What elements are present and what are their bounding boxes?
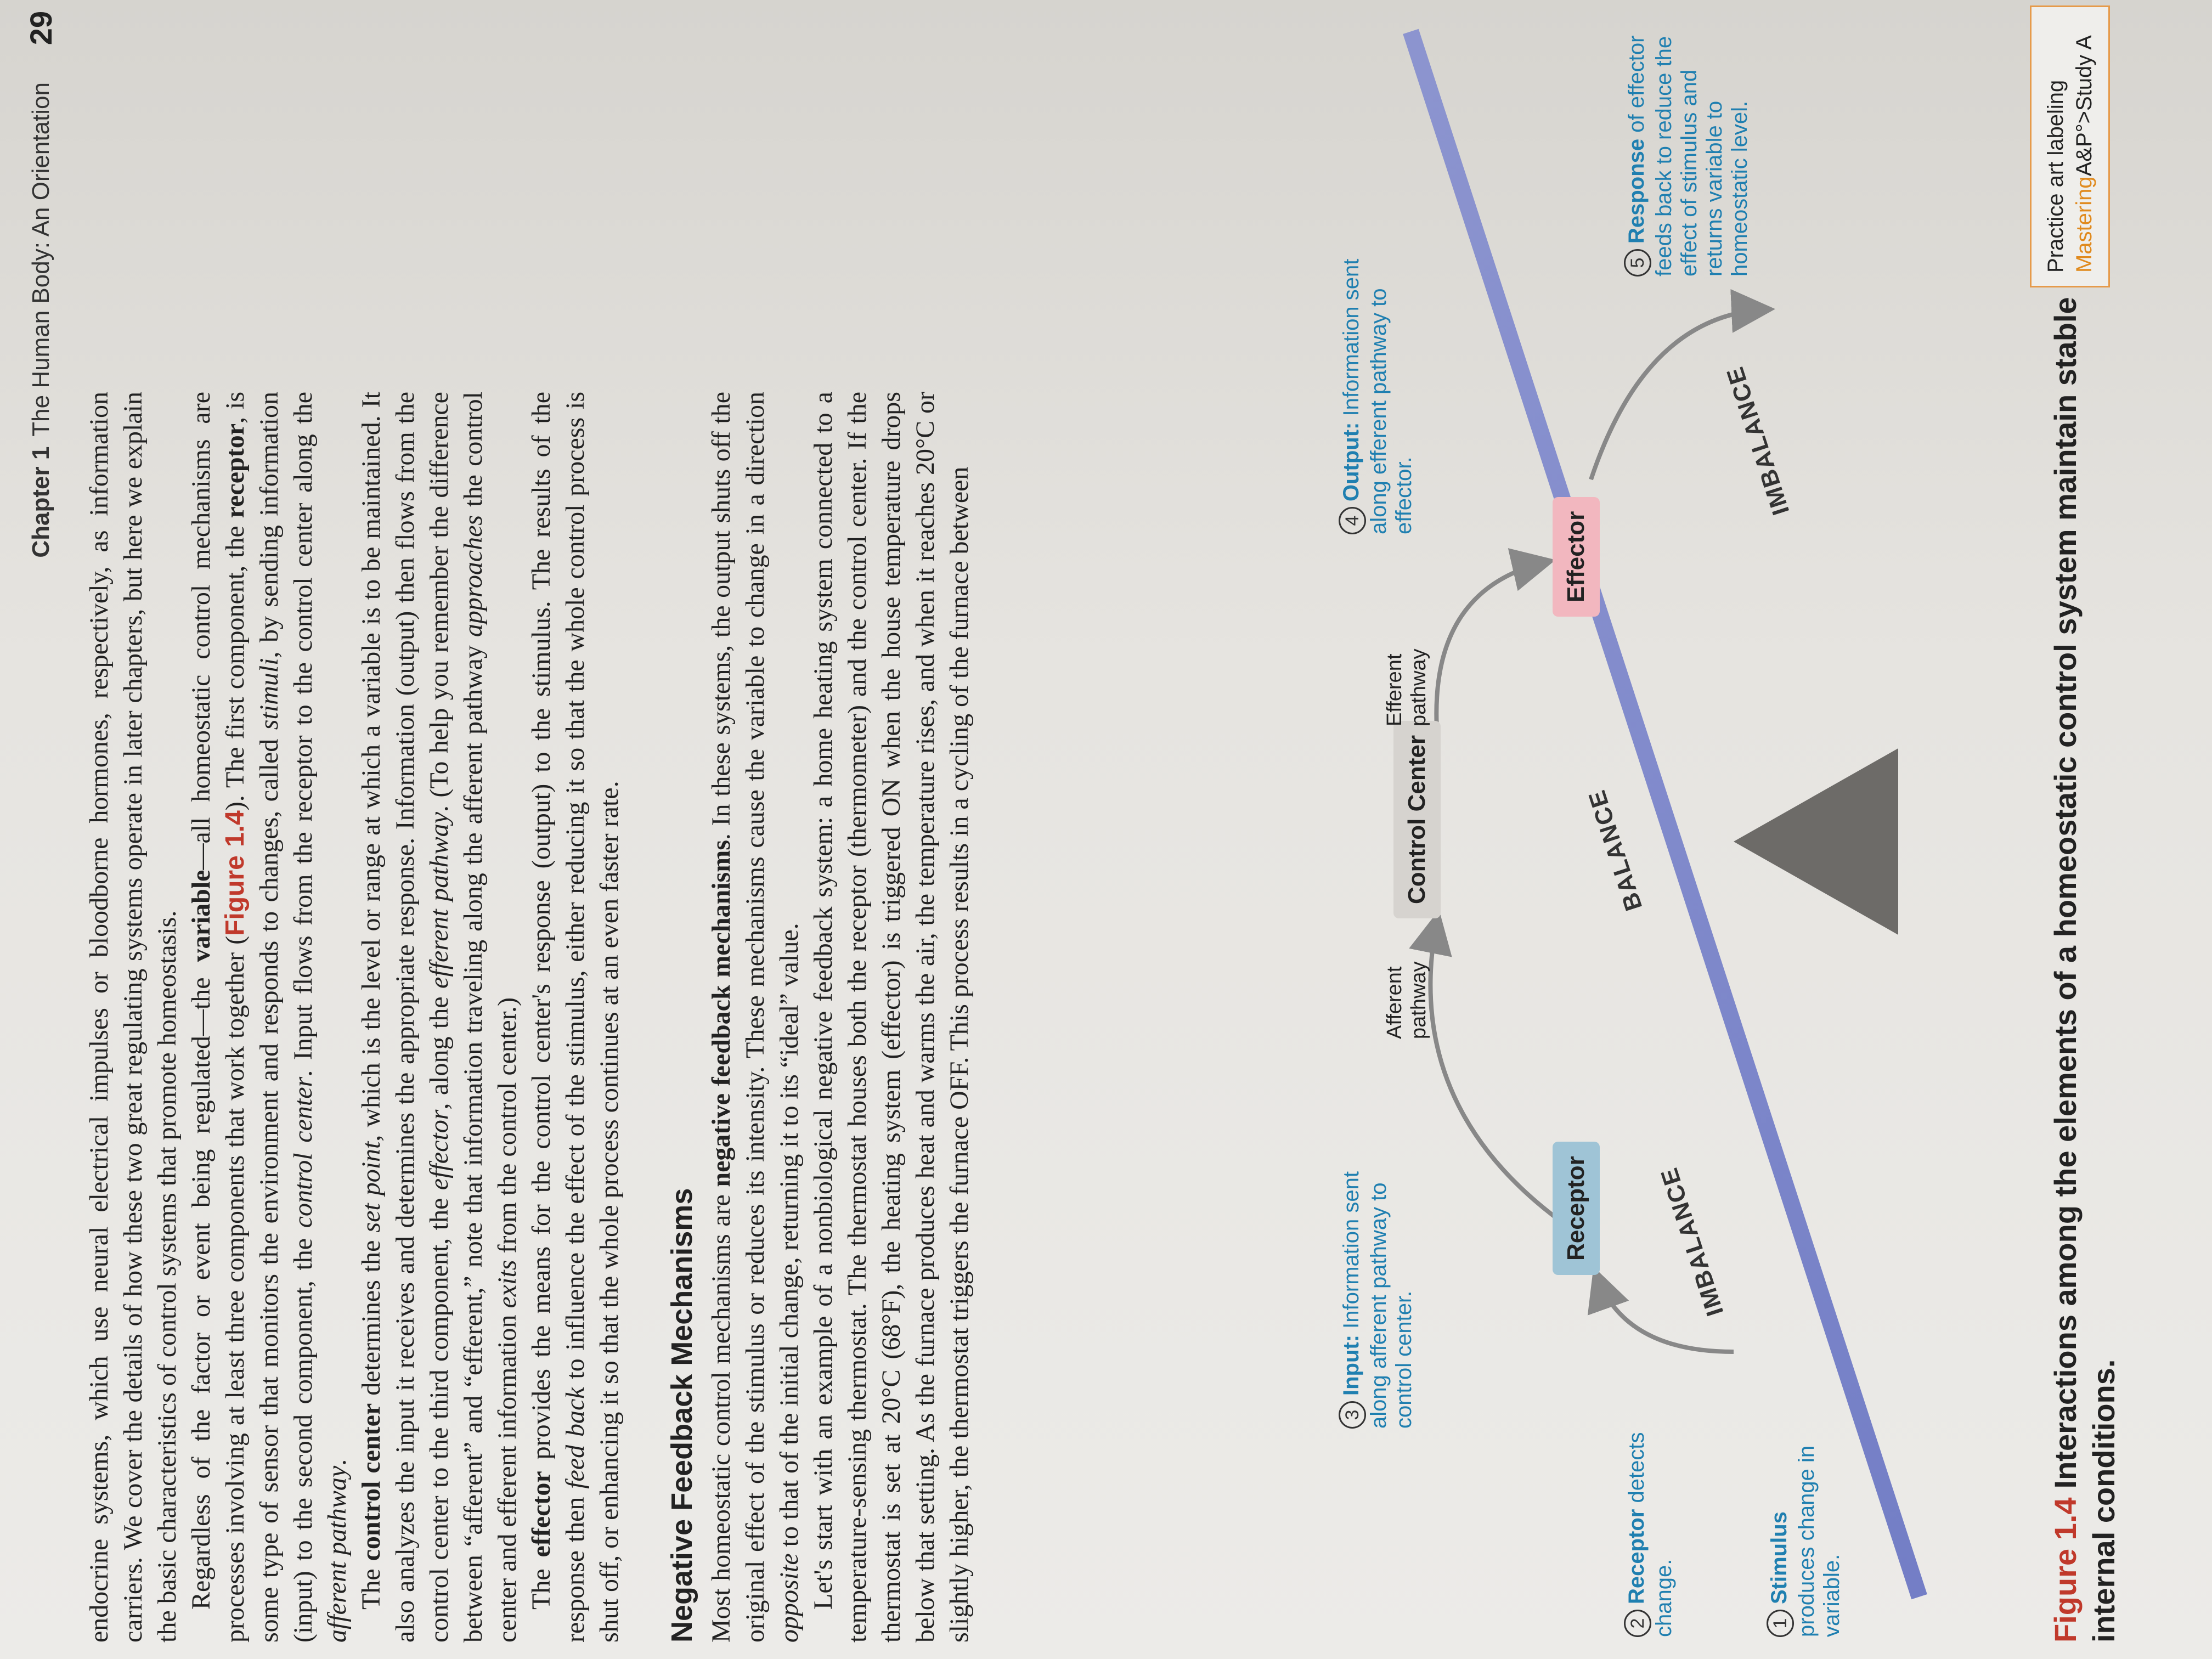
step-5-response: 5Response of effector feeds back to reduce the effect of stimulus and returns variable to homeostatic level. <box>1624 35 1752 276</box>
figure-reference-link[interactable]: Figure 1.4 <box>221 810 250 936</box>
page-header <box>16 0 60 1659</box>
figure-1-4 <box>1317 0 2140 1659</box>
step-4-output: 4Output: Information sent along efferent pathway to effector. <box>1339 258 1416 534</box>
imbalance-label-left: IMBALANCE <box>1655 1164 1729 1319</box>
receptor-box: Receptor <box>1553 1142 1600 1275</box>
afferent-pathway-label: Afferent pathway <box>1383 961 1430 1039</box>
chapter-title: The Human Body: An Orientation <box>27 82 54 437</box>
step-3-input: 3Input: Information sent along afferent pathway to control center. <box>1339 1171 1416 1429</box>
body-text <box>82 392 977 1643</box>
chapter-label: Chapter 1 <box>27 446 54 558</box>
balance-label: BALANCE <box>1583 786 1648 915</box>
figure-caption: Figure 1.4Interactions among the elements of a homeostatic control system maintain stable internal conditions. <box>2048 297 2121 1643</box>
control-center-box: Control Center <box>1393 721 1441 918</box>
paragraph: The control center determines the set point, which is the level or range at which a variable is to be maintained. It also analyzes the input it receives and determines the appropriate response. Information (output) then flows from the control center to the third component, the effector, along the efferent pathway. (To help you remember the difference between “afferent” and “efferent,” note that information traveling along the afferent pathway approaches the control center and efferent information exits from the control center.) <box>357 391 522 1643</box>
paragraph: Let's start with an example of a nonbiological negative feedback system: a home heating system connected to a temperature-sensing thermostat. The thermostat houses both the receptor (thermometer) and the control center. If the thermostat is set at 20°C (68°F), the heating system (effector) is triggered ON when the house temperature drops below that setting. As the furnace produces heat and warms the air, the temperature rises, and when it reaches 20°C or slightly higher, the thermostat triggers the furnace OFF. This process results in a cycling of the furnace between <box>809 392 974 1643</box>
paragraph: endocrine systems, which use neural electrical impulses or bloodborne hormones, respectively, as information carriers. We cover the details of how these two great regulating systems operate in later chapters, but here we explain the basic characteristics of control systems that promote homeostasis. <box>84 392 182 1643</box>
imbalance-label-right: IMBALANCE <box>1721 363 1795 518</box>
step-1-stimulus: 1Stimulus produces change in variable. <box>1767 1445 1844 1637</box>
fulcrum <box>1734 748 1898 935</box>
paragraph: Most homeostatic control mechanisms are negative feedback mechanisms. In these systems, the output shuts off the original effect of the stimulus or reduces its intensity. These mechanisms cause the variable to change in a direction opposite to that of the initial change, returning it to its “ideal” value. <box>707 391 804 1643</box>
step-2-receptor: 2Receptor detects change. <box>1624 1432 1676 1637</box>
paragraph: Regardless of the factor or event being regulated—the variable—all homeostatic control mechanisms are processes involving at least three components that work together (Figure 1.4). The first component, the receptor, is some type of sensor that monitors the environment and responds to changes, called stimuli, by sending information (input) to the second component, the control center. Input flows from the receptor to the control center along the afferent pathway. <box>187 391 352 1643</box>
efferent-arrow <box>1436 562 1547 737</box>
page-number: 29 <box>24 11 58 46</box>
mastering-ap-box[interactable]: Practice art labeling MasteringA&P°>Study A <box>2030 5 2110 287</box>
section-heading: Negative Feedback Mechanisms <box>665 1188 698 1643</box>
running-head <box>27 82 55 558</box>
effector-box: Effector <box>1553 497 1600 617</box>
paragraph: The effector provides the means for the control center's response (output) to the stimulus. The results of the response then feed back to influence the effect of the stimulus, either reducing it so that the whole control process is shut off, or enhancing it so that the whole process continues at an even faster rate. <box>527 391 624 1643</box>
efferent-pathway-label: Efferent pathway <box>1383 648 1430 726</box>
